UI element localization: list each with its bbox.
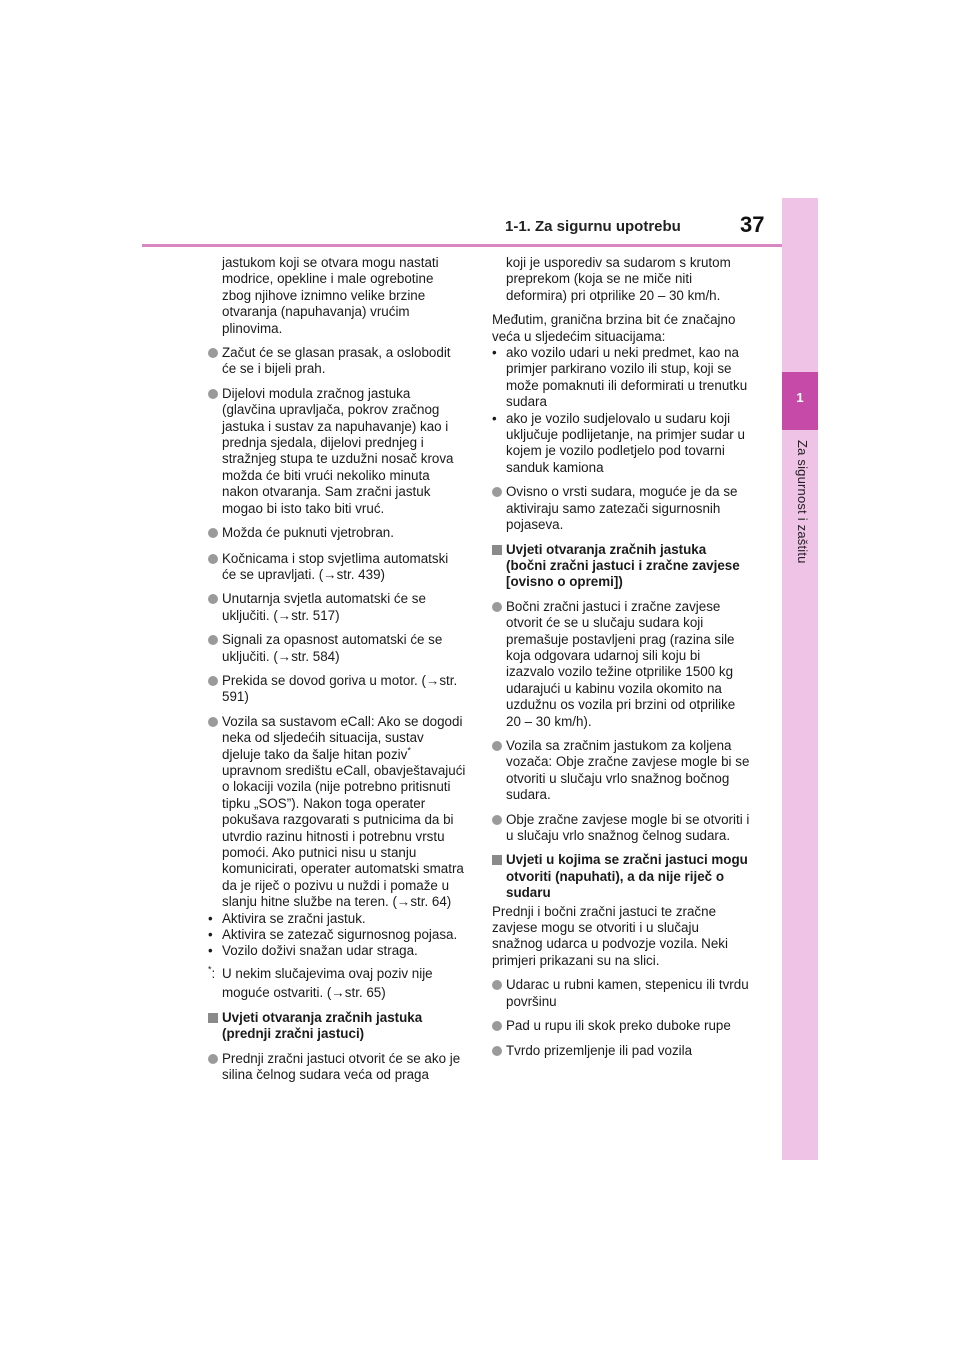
bullet-dot-icon bbox=[208, 594, 218, 604]
list-item: • ako je vozilo sudjelovalo u sudaru koji uključuje podlijetanje, na primjer sudar u kojem je vozilo podletjelo pod tovarni sanduk kamiona bbox=[492, 410, 745, 475]
conditions-bullets bbox=[492, 345, 750, 476]
ecall-bullets bbox=[208, 911, 466, 960]
section-heading: Uvjeti otvaranja zračnih jastuka (bočni zračni jastuci i zračne zavjese [ovisno o opremi]) bbox=[492, 542, 750, 591]
section-heading: Uvjeti otvaranja zračnih jastuka (prednji zračni jastuci) bbox=[208, 1010, 466, 1043]
bullet-dot-icon bbox=[492, 602, 502, 612]
bullet-dot-icon bbox=[208, 348, 218, 358]
bullet-dot-icon bbox=[208, 528, 218, 538]
list-item: Bočni zračni jastuci i zračne zavjese otvorit će se u slučaju sudara koji premašuje postavljeni prag (razina sile koja odgovara udarnoj sili koju bi izazvalo vozilo težine otprilike 1500 kg udarajući u kabinu vozila okomito na uzdužnu os vozila pri brzini od otprilike 20 – 30 km/h). bbox=[492, 599, 750, 730]
bullet-dot-icon bbox=[208, 717, 218, 727]
list-item: Dijelovi modula zračnog jastuka (glavčina upravljača, pokrov zračnog jastuka i sustav za napuhavanje) kao i prednja sjedala, dijelovi prednjeg i stražnjeg stupa te uzdužni nosač krova možda će biti vrući nekoliko minuta nakon otvaranja. Sam zračni jastuk mogao bi isto tako biti vruć. bbox=[208, 386, 466, 517]
square-bullet-icon bbox=[492, 545, 502, 555]
bullet-dot-icon bbox=[492, 815, 502, 825]
bullet-dot-icon bbox=[208, 635, 218, 645]
bullet-dot-icon bbox=[492, 487, 502, 497]
right-column bbox=[492, 255, 750, 1069]
continuation-text: jastukom koji se otvara mogu nastati modrice, opekline i male ogrebotine zbog njihove iznimno velike brzine otvaranja (napuhavanja) vrućim plinovima. bbox=[222, 255, 439, 336]
bullet-dot-icon bbox=[492, 1046, 502, 1056]
continuation-text: koji je usporediv sa sudarom s krutom preprekom (koja se ne miče niti deformira) pri otprilike 20 – 30 km/h. bbox=[506, 255, 731, 303]
list-item: Udarac u rubni kamen, stepenicu ili tvrdu površinu bbox=[492, 977, 750, 1010]
list-item: Vozila sa zračnim jastukom za koljena vozača: Obje zračne zavjese mogle bi se otvoriti u slučaju vrlo snažnog bočnog sudara. bbox=[492, 738, 750, 804]
list-item: Prekida se dovod goriva u motor. (→str. 591) bbox=[208, 673, 466, 706]
list-item: Signali za opasnost automatski će se uključiti. (→str. 584) bbox=[208, 632, 466, 665]
list-item: Pad u rupu ili skok preko duboke rupe bbox=[492, 1018, 750, 1035]
list-item: Možda će puknuti vjetrobran. bbox=[208, 525, 466, 542]
ecall-item: Vozila sa sustavom eCall: Ako se dogodi neka od sljedećih situacija, sustav djeluje tako da šalje hitan poziv* upravnom središtu eCall, obavještavajući o lokaciji vozila (nije potrebno pritisnuti tipku „SOS”). Nakon toga operater pokušava razgovarati s putnicima da bi utvrdio razinu hitnosti i potrebnu vrstu pomoći. Ako putnici nisu u stanju komunicirati, operater automatski smatra da je riječ o pozivu u nuždi i pomaže u slanju hitne službe na teren. (→str. 64) bbox=[208, 714, 466, 911]
header-divider bbox=[142, 244, 782, 247]
square-bullet-icon bbox=[492, 855, 502, 865]
footnote-marker: * bbox=[407, 745, 411, 756]
paragraph: Međutim, granična brzina bit će značajno veća u sljedećim situacijama: bbox=[492, 312, 736, 344]
chapter-side-tab[interactable] bbox=[782, 198, 818, 1160]
chapter-number: 1 bbox=[796, 390, 804, 405]
list-item: Prednji zračni jastuci otvorit će se ako je silina čelnog sudara veća od praga bbox=[208, 1051, 466, 1084]
list-item: Začut će se glasan prasak, a oslobodit će se i bijeli prah. bbox=[208, 345, 466, 378]
chapter-label: Za sigurnost i zaštitu bbox=[795, 440, 810, 564]
footnote: *: U nekim slučajevima ovaj poziv nije moguće ostvariti. (→str. 65) bbox=[208, 964, 433, 1000]
section-heading: Uvjeti u kojima se zračni jastuci mogu otvoriti (napuhati), a da nije riječ o sudaru bbox=[492, 852, 750, 901]
list-item: • Aktivira se zatezač sigurnosnog pojasa. bbox=[208, 927, 458, 943]
list-item: • ako vozilo udari u neki predmet, kao na primjer parkirano vozilo ili stup, koji se može pomaknuti ili deformirati u trenutku sudara bbox=[492, 345, 748, 410]
square-bullet-icon bbox=[208, 1013, 218, 1023]
list-item: • Aktivira se zračni jastuk. bbox=[208, 910, 366, 926]
bullet-dot-icon bbox=[208, 676, 218, 686]
bullet-dot-icon bbox=[208, 389, 218, 399]
bullet-dot-icon bbox=[492, 741, 502, 751]
list-item: Unutarnja svjetla automatski će se uključiti. (→str. 517) bbox=[208, 591, 466, 624]
left-column bbox=[208, 255, 466, 1091]
section-title: 1-1. Za sigurnu upotrebu bbox=[505, 218, 681, 235]
list-item: Kočnicama i stop svjetlima automatski će se upravljati. (→str. 439) bbox=[208, 551, 466, 584]
paragraph: Prednji i bočni zračni jastuci te zračne zavjese mogu se otvoriti i u slučaju snažnog udarca u podvozje vozila. Neki primjeri prikazani su na slici. bbox=[492, 903, 728, 968]
bullet-dot-icon bbox=[208, 554, 218, 564]
list-item: • Vozilo doživi snažan udar straga. bbox=[208, 943, 418, 959]
bullet-dot-icon bbox=[208, 1054, 218, 1064]
bullet-dot-icon bbox=[492, 980, 502, 990]
list-item: Ovisno o vrsti sudara, moguće je da se aktiviraju samo zatezači sigurnosnih pojaseva. bbox=[492, 484, 750, 533]
bullet-dot-icon bbox=[492, 1021, 502, 1031]
page-number: 37 bbox=[740, 212, 765, 237]
list-item: Tvrdo prizemljenje ili pad vozila bbox=[492, 1043, 750, 1060]
list-item: Obje zračne zavjese mogle bi se otvoriti i u slučaju vrlo snažnog čelnog sudara. bbox=[492, 812, 750, 845]
